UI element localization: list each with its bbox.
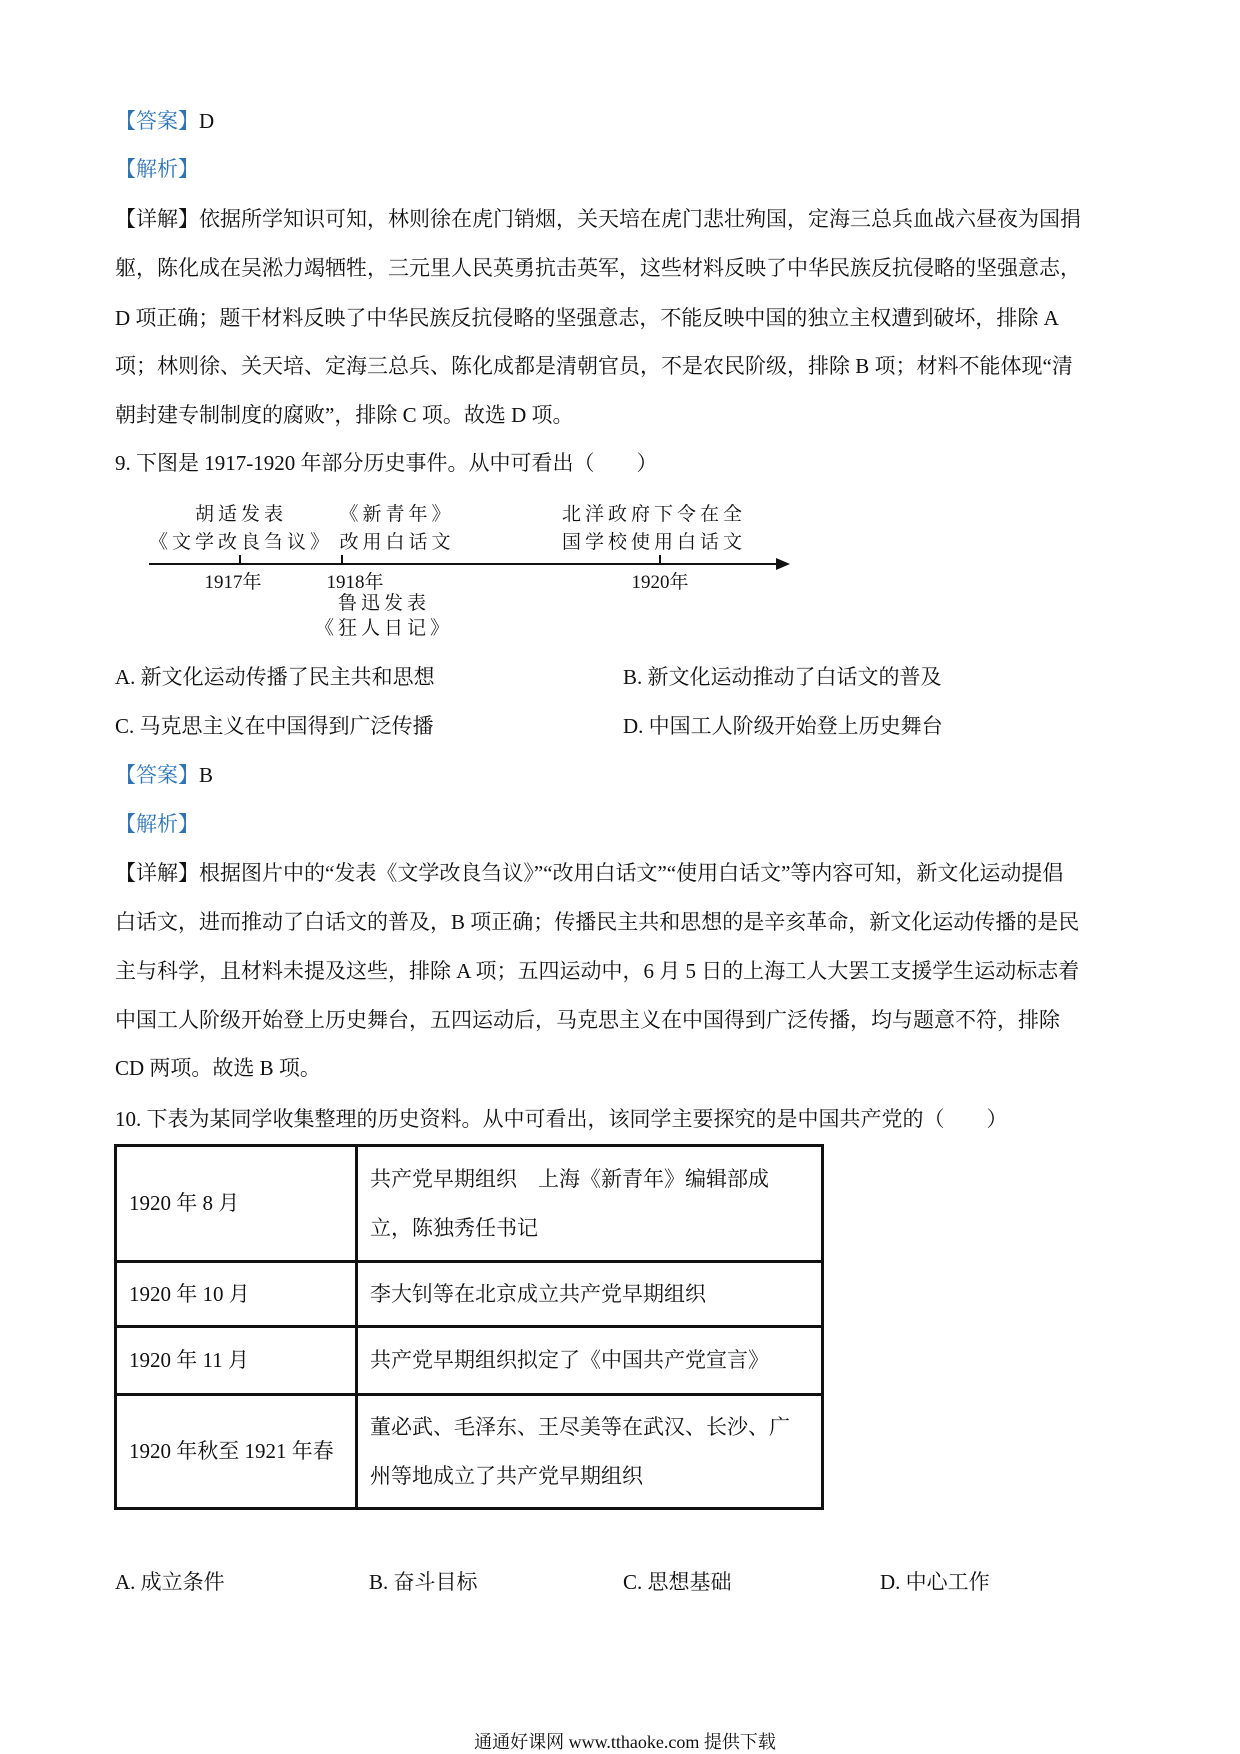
q9-detail-line: 白话文，进而推动了白话文的普及，B 项正确；传播民主共和思想的是辛亥革命，新文化运动传播的是民 — [115, 910, 1080, 934]
history-table — [114, 1144, 824, 1510]
q9-answer — [115, 760, 213, 790]
answer-value: D — [199, 109, 215, 133]
year-label: 1917年 — [204, 572, 262, 593]
timeline-label: 改用白话文 — [339, 532, 455, 553]
date-cell: 1920 年 8 月 — [116, 1146, 357, 1262]
year-label: 1920年 — [631, 572, 689, 593]
q9-detail-line: 中国工人阶级开始登上历史舞台，五四运动后，马克思主义在中国得到广泛传播，均与题意不符，排除 — [115, 1008, 1060, 1032]
event-cell: 李大钊等在北京成立共产党早期组织 — [357, 1262, 823, 1327]
timeline-label: 鲁迅发表 — [337, 593, 431, 614]
q10-option-c: C. 思想基础 — [623, 1570, 732, 1594]
event-cell: 共产党早期组织 上海《新青年》编辑部成立，陈独秀任书记 — [357, 1146, 823, 1262]
q8-analysis-tag: 【解析】 — [115, 157, 199, 181]
q8-detail-line: 躯，陈化成在吴淞力竭牺牲，三元里人民英勇抗击英军，这些材料反映了中华民族反抗侵略的坚强意志， — [115, 256, 1081, 280]
event-cell: 共产党早期组织拟定了《中国共产党宣言》 — [357, 1327, 823, 1395]
table-row — [116, 1395, 823, 1509]
q10-option-d: D. 中心工作 — [880, 1570, 990, 1594]
timeline-label: 《文学改良刍议》 — [148, 532, 334, 553]
date-cell: 1920 年秋至 1921 年春 — [116, 1395, 357, 1509]
timeline-tick — [239, 555, 241, 564]
detail-text: 根据图片中的“发表《文学改良刍议》”“改用白话文”“使用白话文”等内容可知，新文化运动提倡 — [199, 861, 1064, 885]
year-label: 1918年 — [326, 572, 384, 593]
q10-question: 10. 下表为某同学收集整理的历史资料。从中可看出，该同学主要探究的是中国共产党的（ ） — [115, 1107, 1008, 1131]
q9-detail-line: CD 两项。故选 B 项。 — [115, 1056, 321, 1080]
timeline-label: 胡适发表 — [194, 504, 288, 525]
answer-tag: 【答案】 — [115, 763, 199, 787]
q9-detail-line — [115, 858, 1063, 888]
date-cell: 1920 年 10 月 — [116, 1262, 357, 1327]
q9-detail-line: 主与科学，且材料未提及这些，排除 A 项；五四运动中，6 月 5 日的上海工人大罢工支援学生运动标志着 — [115, 959, 1080, 983]
table-row — [116, 1146, 823, 1262]
detail-tag: 【详解】 — [115, 861, 199, 885]
q9-option-b: B. 新文化运动推动了白话文的普及 — [623, 665, 942, 689]
q9-analysis-tag: 【解析】 — [115, 812, 199, 836]
event-cell: 董必武、毛泽东、王尽美等在武汉、长沙、广州等地成立了共产党早期组织 — [357, 1395, 823, 1509]
q9-option-a: A. 新文化运动传播了民主共和思想 — [115, 665, 435, 689]
timeline-tick — [341, 555, 343, 564]
q9-question: 9. 下图是 1917-1920 年部分历史事件。从中可看出（ ） — [115, 451, 658, 475]
q8-detail-line — [115, 204, 1081, 234]
table-row — [116, 1262, 823, 1327]
date-cell: 1920 年 11 月 — [116, 1327, 357, 1395]
timeline-label: 北洋政府下令在全 — [561, 504, 747, 525]
q9-option-d: D. 中国工人阶级开始登上历史舞台 — [623, 714, 943, 738]
answer-value: B — [199, 763, 214, 787]
answer-tag: 【答案】 — [115, 109, 199, 133]
q8-detail-line: 项；林则徐、关天培、定海三总兵、陈化成都是清朝官员，不是农民阶级，排除 B 项；材料不能体现“清 — [115, 354, 1073, 378]
q10-option-b: B. 奋斗目标 — [369, 1570, 478, 1594]
q8-answer — [115, 106, 214, 136]
timeline-label: 国学校使用白话文 — [561, 532, 747, 553]
timeline-axis — [149, 563, 779, 565]
detail-tag: 【详解】 — [115, 207, 199, 231]
arrow-right-icon — [776, 558, 790, 570]
footer-source: 通通好课网 www.tthaoke.com 提供下载 — [474, 1732, 776, 1752]
table-row — [116, 1327, 823, 1395]
q8-detail-line: D 项正确；题干材料反映了中华民族反抗侵略的坚强意志，不能反映中国的独立主权遭到破坏，排除 A — [115, 306, 1059, 330]
timeline-tick — [659, 555, 661, 564]
detail-text: 依据所学知识可知，林则徐在虎门销烟，关天培在虎门悲壮殉国，定海三总兵血战六昼夜为国捐 — [199, 207, 1081, 231]
timeline-label: 《新青年》 — [339, 504, 455, 525]
q9-option-c: C. 马克思主义在中国得到广泛传播 — [115, 714, 434, 738]
q8-detail-line: 朝封建专制制度的腐败”，排除 C 项。故选 D 项。 — [115, 403, 574, 427]
timeline-label: 《狂人日记》 — [314, 618, 454, 639]
q10-option-a: A. 成立条件 — [115, 1570, 225, 1594]
